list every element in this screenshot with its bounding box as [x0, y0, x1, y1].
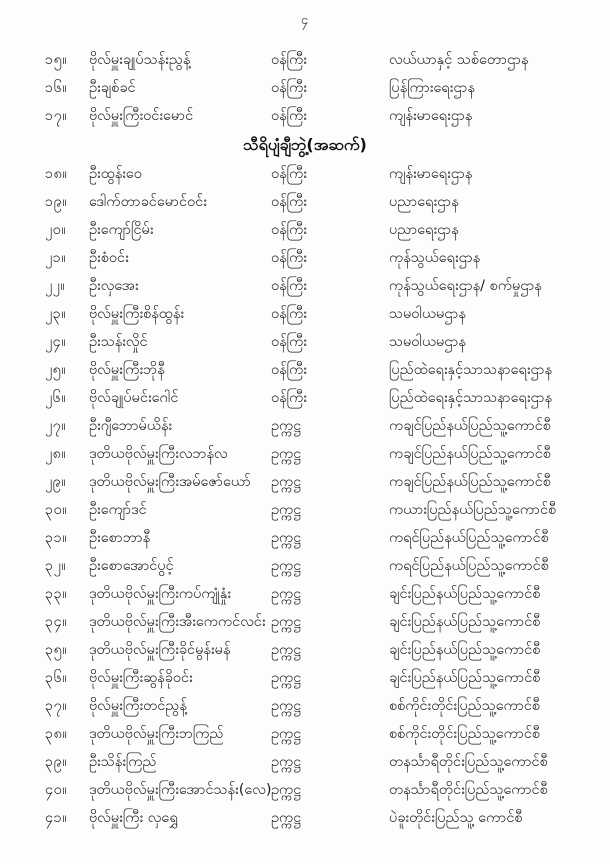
member-name: ဦးစောဘာနီ: [89, 530, 151, 546]
member-department: စစ်ကိုင်းတိုင်းပြည်သူ့ကောင်စီ: [389, 726, 541, 742]
member-department: ပြည်ထဲရေးနှင့်သာသနာရေးဌာန: [389, 390, 553, 406]
member-department: ကုန်သွယ်ရေးဌာန/ စက်မှုဌာန: [389, 278, 542, 294]
row-number: ၃၅။: [45, 642, 68, 658]
table-row: [45, 636, 600, 664]
member-title: ဥက္ကဋ္ဌ: [271, 726, 302, 742]
member-name: ဦးစံဝင်း: [89, 250, 129, 266]
table-row: [45, 552, 600, 580]
member-name: ဦးလှအေး: [89, 278, 139, 294]
member-department: သမဝါယမဌာန: [389, 306, 466, 322]
table-row: [45, 692, 600, 720]
member-name: ဗိုလ်မှူးချုပ်သန်းညွန့်: [89, 52, 191, 68]
member-name: ဗိုလ်မှူးကြီး လှရွှေ: [89, 810, 178, 826]
row-number: ၄၁။: [45, 810, 68, 826]
member-department: ကုန်သွယ်ရေးဌာန: [389, 250, 481, 266]
member-title: ဥက္ကဋ္ဌ: [271, 782, 302, 798]
member-name: ဗိုလ်မှူးကြီးဝင်းမောင်: [89, 108, 194, 124]
row-number: ၃၆။: [45, 670, 68, 686]
member-title: ဥက္ကဋ္ဌ: [271, 474, 302, 490]
member-title: ဝန်ကြီး: [271, 390, 307, 406]
table-row: [45, 328, 600, 356]
member-department: ပညာရေးဌာန: [389, 222, 459, 238]
row-number: ၂၉။: [45, 474, 67, 490]
table-row: [45, 608, 600, 636]
member-name: ဒုတိယဗိုလ်မှူးကြီးအမ်ဇော်ယော်: [89, 474, 251, 490]
table-row: [45, 244, 600, 272]
row-number: ၂၈။: [45, 446, 67, 462]
table-row: [45, 272, 600, 300]
row-number: ၄၀။: [45, 782, 68, 798]
row-number: ၂၇။: [45, 418, 67, 434]
member-title: ဝန်ကြီး: [271, 80, 307, 96]
row-number: ၃၀။: [45, 502, 68, 518]
row-number: ၃၄။: [45, 614, 68, 630]
member-title: ဝန်ကြီး: [271, 222, 307, 238]
member-title: ဥက္ကဋ္ဌ: [271, 586, 302, 602]
row-number: ၂၄။: [45, 334, 67, 350]
table-row: [45, 468, 600, 496]
member-title: ဝန်ကြီး: [271, 166, 307, 182]
member-department: ကချင်ပြည်နယ်ပြည်သူ့ကောင်စီ: [389, 474, 551, 490]
member-department: ကျန်းမာရေးဌာန: [389, 108, 473, 124]
member-name: ဗိုလ်ချုပ်မင်းဂေါင်: [89, 390, 179, 406]
member-title: ဝန်ကြီး: [271, 306, 307, 322]
roster-continued: [45, 160, 600, 832]
table-row: [45, 356, 600, 384]
member-department: ပဲခူးတိုင်းပြည်သူ့ ကောင်စီ: [389, 810, 523, 826]
member-title: ဝန်ကြီး: [271, 52, 307, 68]
member-title: ဝန်ကြီး: [271, 362, 307, 378]
member-title: ဥက္ကဋ္ဌ: [271, 614, 302, 630]
row-number: ၁၆။: [45, 80, 68, 96]
member-name: ဗိုလ်မှူးကြီးဆွန်ခိုဝင်း: [89, 670, 193, 686]
table-row: [45, 188, 600, 216]
table-row: [45, 102, 600, 130]
table-row: [45, 496, 600, 524]
member-name: ဦးဂျီဘောမ်ယိန်း: [89, 418, 173, 434]
member-name: ဗိုလ်မှူးကြီးတင်ညွန့်: [89, 698, 187, 714]
member-department: ကချင်ပြည်နယ်ပြည်သူ့ကောင်စီ: [389, 418, 551, 434]
table-row: [45, 74, 600, 102]
table-row: [45, 384, 600, 412]
member-department: ကရင်ပြည်နယ်ပြည်သူ့ကောင်စီ: [389, 530, 549, 546]
row-number: ၂၀။: [45, 222, 67, 238]
member-name: ဦးချစ်ခင်: [89, 80, 136, 96]
member-title: ဥက္ကဋ္ဌ: [271, 418, 302, 434]
member-name: ဦးသန်းလှိုင်: [89, 334, 148, 350]
member-department: ကရင်ပြည်နယ်ပြည်သူ့ကောင်စီ: [389, 558, 549, 574]
member-department: ပြည်ထဲရေးနှင့်သာသနာရေးဌာန: [389, 362, 553, 378]
member-name: ဦးစောအောင်ပွင့်: [89, 558, 174, 574]
member-name: ဒုတိယဗိုလ်မှူးကြီးလဘန်လ: [89, 446, 228, 462]
table-row: [45, 300, 600, 328]
row-number: ၃၂။: [45, 558, 67, 574]
member-department: ပြန်ကြားရေးဌာန: [389, 80, 475, 96]
row-number: ၂၁။: [45, 250, 67, 266]
table-row: [45, 748, 600, 776]
table-row: [45, 664, 600, 692]
member-title: ဝန်ကြီး: [271, 334, 307, 350]
row-number: ၃၇။: [45, 698, 68, 714]
member-title: ဥက္ကဋ္ဌ: [271, 502, 302, 518]
member-department: ချင်းပြည်နယ်ပြည်သူ့ကောင်စီ: [389, 586, 541, 602]
member-department: ချင်းပြည်နယ်ပြည်သူ့ကောင်စီ: [389, 614, 541, 630]
member-title: ဝန်ကြီး: [271, 250, 307, 266]
member-department: တနင်္သာရီတိုင်းပြည်သူ့ကောင်စီ: [389, 754, 548, 770]
row-number: ၃၈။: [45, 726, 68, 742]
table-row: [45, 720, 600, 748]
member-title: ဥက္ကဋ္ဌ: [271, 810, 302, 826]
member-name: ဗိုလ်မှူးကြီးဘိုနီ: [89, 362, 165, 378]
member-name: ဒုတိယဗိုလ်မှူးကြီးခိုင်မွန်းမန်: [89, 642, 231, 658]
member-department: တနင်္သာရီတိုင်းပြည်သူ့ကောင်စီ: [389, 782, 548, 798]
row-number: ၃၃။: [45, 586, 68, 602]
member-title: ဥက္ကဋ္ဌ: [271, 754, 302, 770]
table-row: [45, 776, 600, 804]
row-number: ၁၅။: [45, 52, 68, 68]
member-department: ချင်းပြည်နယ်ပြည်သူ့ကောင်စီ: [389, 670, 541, 686]
member-department: ကချင်ပြည်နယ်ပြည်သူ့ကောင်စီ: [389, 446, 551, 462]
row-number: ၂၂။: [45, 278, 66, 294]
row-number: ၂၆။: [45, 390, 67, 406]
table-row: [45, 804, 600, 832]
member-title: ဥက္ကဋ္ဌ: [271, 558, 302, 574]
member-department: သမဝါယမဌာန: [389, 334, 466, 350]
member-title: ဝန်ကြီး: [271, 278, 307, 294]
row-number: ၁၈။: [45, 166, 68, 182]
member-name: ဒေါက်တာခင်မောင်ဝင်း: [89, 194, 207, 210]
member-department: စစ်ကိုင်းတိုင်းပြည်သူ့ကောင်စီ: [389, 698, 541, 714]
member-name: ဗိုလ်မှူးကြီးစိန်ထွန်း: [89, 306, 185, 322]
table-row: [45, 216, 600, 244]
member-department: ကျန်းမာရေးဌာန: [389, 166, 473, 182]
table-row: [45, 580, 600, 608]
table-row: [45, 412, 600, 440]
member-title: ဥက္ကဋ္ဌ: [271, 446, 302, 462]
table-row: [45, 160, 600, 188]
member-name: ဒုတိယဗိုလ်မှူးကြီးအီးကေကင်လင်း: [89, 614, 266, 630]
member-title: ဥက္ကဋ္ဌ: [271, 642, 302, 658]
table-row: [45, 440, 600, 468]
member-department: လယ်ယာနှင့် သစ်တောဌာန: [389, 52, 529, 68]
table-row: [45, 524, 600, 552]
member-name: ဒုတိယဗိုလ်မှူးကြီးကပ်ကျုံနှုံး: [89, 586, 232, 602]
member-name: ဦးသိန်းကြည်: [89, 754, 157, 770]
member-title: ဝန်ကြီး: [271, 194, 307, 210]
member-name: ဦးကျော်ဒင်: [89, 502, 147, 518]
row-number: ၃၉။: [45, 754, 68, 770]
member-title: ဝန်ကြီး: [271, 108, 307, 124]
member-department: ချင်းပြည်နယ်ပြည်သူ့ကောင်စီ: [389, 642, 541, 658]
member-name: ဦးကျော်ငြိမ်း: [89, 222, 154, 238]
member-name: ဒုတိယဗိုလ်မှူးကြီးအောင်သန်း(လေ): [89, 782, 272, 798]
table-row: [45, 46, 600, 74]
member-title: ဥက္ကဋ္ဌ: [271, 698, 302, 714]
section-header: သီရိပျံချီဘွဲ့(အဆက်): [243, 135, 367, 154]
row-number: ၂၅။: [45, 362, 67, 378]
row-number: ၂၃။: [45, 306, 67, 322]
member-department: ကယားပြည်နယ်ပြည်သူ့ကောင်စီ: [389, 502, 557, 518]
member-name: ဒုတိယဗိုလ်မှူးကြီးဘကြည်: [89, 726, 224, 742]
row-number: ၃၁။: [45, 530, 68, 546]
row-number: ၁၉။: [45, 194, 68, 210]
row-number: ၁၇။: [45, 108, 68, 124]
member-title: ဥက္ကဋ္ဌ: [271, 530, 302, 546]
page-number: ၄: [300, 13, 310, 28]
member-title: ဥက္ကဋ္ဌ: [271, 670, 302, 686]
member-name: ဦးထွန်းဝေ: [89, 166, 142, 182]
member-department: ပညာရေးဌာန: [389, 194, 459, 210]
